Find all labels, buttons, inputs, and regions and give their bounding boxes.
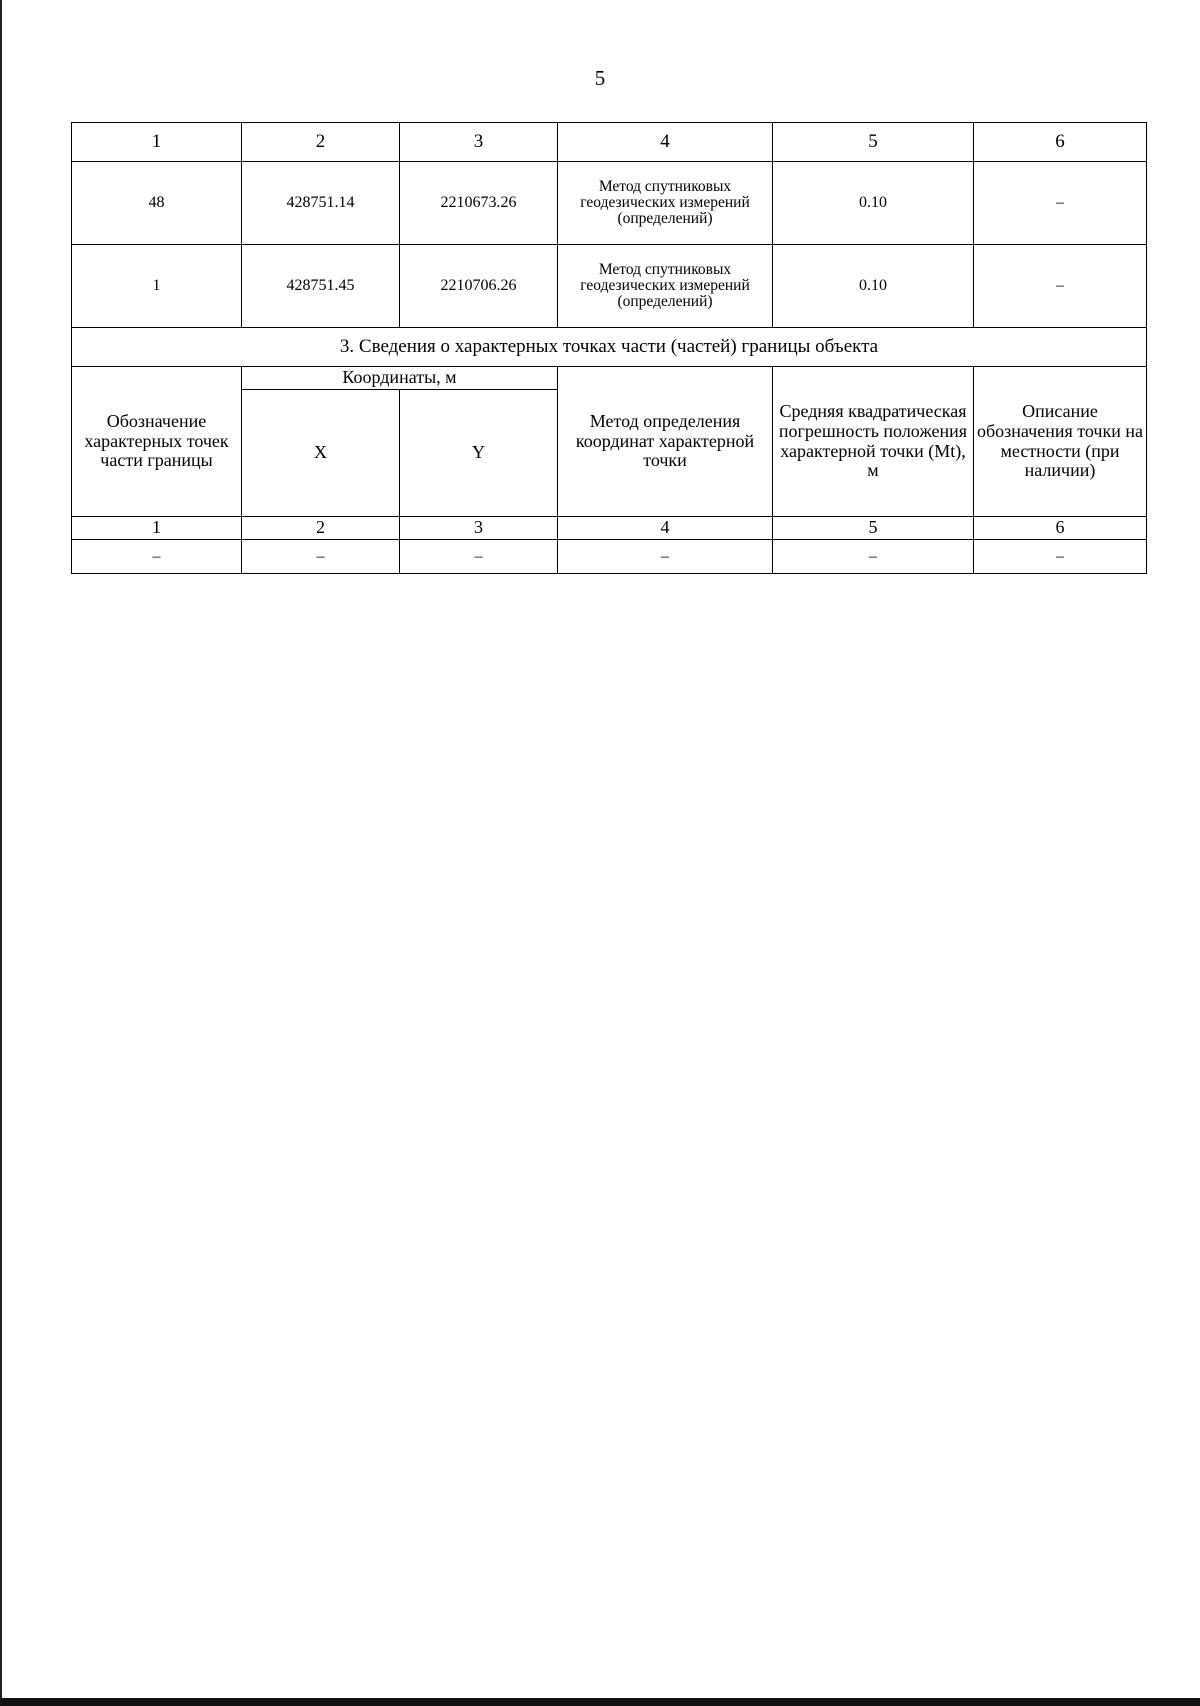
x-coordinate: 428751.14 (242, 162, 400, 245)
scan-bottom-edge (0, 1698, 1200, 1706)
section-3-empty-row (72, 540, 1147, 574)
column-number: 6 (974, 123, 1147, 162)
column-number: 3 (400, 517, 558, 540)
section-3-title-row (72, 328, 1147, 367)
section-3-column-number-row (72, 517, 1147, 540)
point-id: 1 (72, 245, 242, 328)
column-number: 2 (242, 517, 400, 540)
column-number: 2 (242, 123, 400, 162)
method-cell: Метод спутниковых геодезических измерений (определений) (558, 162, 773, 245)
y-coordinate: 2210673.26 (400, 162, 558, 245)
empty-cell: – (72, 540, 242, 574)
coordinates-header: Координаты, м (242, 367, 558, 390)
column-number-row (72, 123, 1147, 162)
column-number: 1 (72, 123, 242, 162)
point-id: 48 (72, 162, 242, 245)
point-designation-header: Обозначение характерных точек части границы (72, 367, 242, 517)
empty-cell: – (558, 540, 773, 574)
column-number: 5 (773, 123, 974, 162)
description-header: Описание обозначения точки на местности (при наличии) (974, 367, 1147, 517)
description-cell: – (974, 245, 1147, 328)
section-3-header-row (72, 367, 1147, 390)
page-number: 5 (594, 66, 606, 90)
column-number: 5 (773, 517, 974, 540)
y-coordinate: 2210706.26 (400, 245, 558, 328)
column-number: 4 (558, 123, 773, 162)
y-header: Y (400, 390, 558, 517)
accuracy-cell: 0.10 (773, 162, 974, 245)
column-number: 6 (974, 517, 1147, 540)
empty-cell: – (242, 540, 400, 574)
empty-cell: – (400, 540, 558, 574)
empty-cell: – (974, 540, 1147, 574)
method-cell: Метод спутниковых геодезических измерений (определений) (558, 245, 773, 328)
table-row (72, 162, 1147, 245)
accuracy-cell: 0.10 (773, 245, 974, 328)
method-header: Метод определения координат характерной точки (558, 367, 773, 517)
section-3-title: 3. Сведения о характерных точках части (частей) границы объекта (72, 328, 1147, 367)
coordinates-table (71, 122, 1147, 574)
column-number: 1 (72, 517, 242, 540)
scan-left-edge (0, 0, 2, 1706)
accuracy-header: Средняя квадратическая погрешность положения характерной точки (Mt), м (773, 367, 974, 517)
table-row (72, 245, 1147, 328)
empty-cell: – (773, 540, 974, 574)
x-header: X (242, 390, 400, 517)
x-coordinate: 428751.45 (242, 245, 400, 328)
description-cell: – (974, 162, 1147, 245)
column-number: 4 (558, 517, 773, 540)
column-number: 3 (400, 123, 558, 162)
